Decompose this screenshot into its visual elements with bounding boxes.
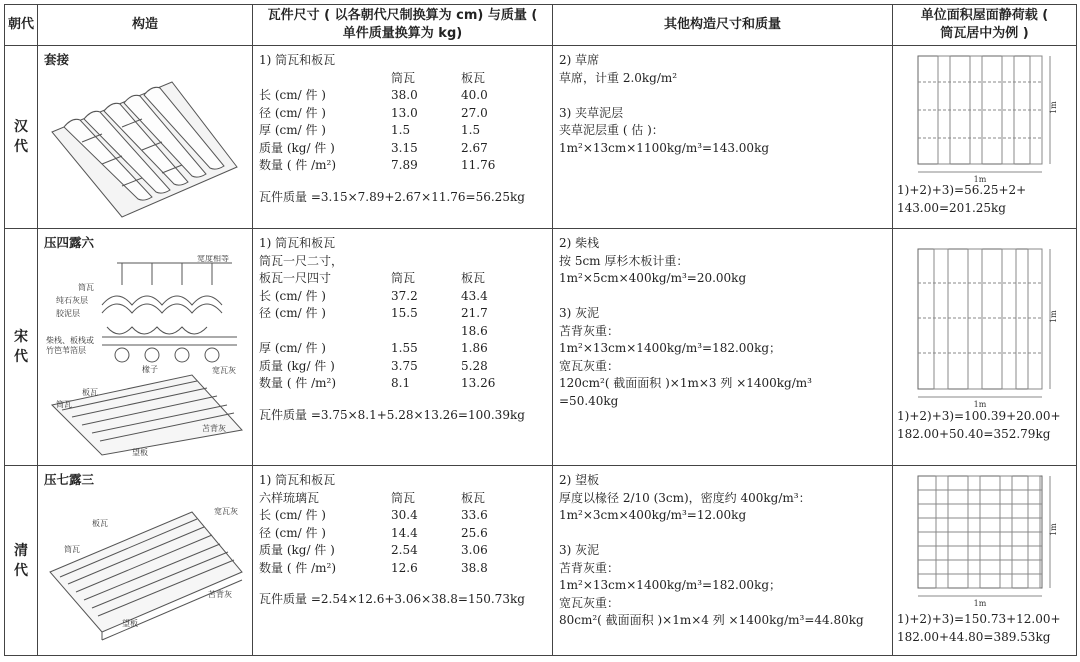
tile-cell bbox=[253, 46, 553, 229]
grid-width-label: 1m bbox=[973, 400, 986, 408]
tile-line: 质量 (kg/ 件 ) 3.75 5.28 bbox=[259, 358, 488, 373]
label-width-equal: 宽度相等 bbox=[197, 255, 229, 263]
label-reed-layer: 竹笆苇箔层 bbox=[46, 346, 86, 355]
header-construction: 构造 bbox=[38, 5, 253, 46]
label-tongwa-2: 筒瓦 bbox=[56, 400, 72, 409]
tile-line: 18.6 bbox=[461, 323, 488, 338]
other-line: 苫背灰重： bbox=[559, 323, 620, 338]
label-banwa: 板瓦 bbox=[92, 519, 108, 528]
load-result: 1)+2)+3)=100.39+20.00+ 182.00+50.40=352.79kg bbox=[897, 409, 1061, 441]
other-line: 1m²×13cm×1400kg/m³=182.00kg； bbox=[559, 341, 782, 355]
construction-cell bbox=[38, 229, 253, 466]
construction-cell bbox=[38, 466, 253, 656]
other-cell bbox=[553, 46, 893, 229]
tile-line: 板瓦一尺四寸 筒瓦 板瓦 bbox=[259, 271, 486, 285]
other-line: 按 5cm 厚杉木板计重： bbox=[559, 253, 689, 268]
dynasty-char: 代 bbox=[14, 139, 28, 155]
tile-line: 长 (cm/ 件 ) 37.2 43.4 bbox=[259, 288, 488, 303]
tile-line: 长 (cm/ 件 ) 38.0 40.0 bbox=[259, 88, 488, 102]
han-roof-sketch bbox=[42, 72, 247, 222]
other-line: 2) 草席 bbox=[559, 53, 600, 67]
grid-height-label: 1m bbox=[1048, 523, 1058, 536]
header-tile: 瓦件尺寸 ( 以各朝代尺制换算为 cm) 与质量 ( 单件质量换算为 kg) bbox=[253, 5, 553, 46]
song-roof-section bbox=[42, 255, 247, 460]
label-tongwa: 筒瓦 bbox=[78, 283, 94, 292]
tile-line: 六样琉璃瓦 筒瓦 板瓦 bbox=[259, 490, 486, 505]
qing-roof-sketch bbox=[42, 492, 247, 642]
label-clay-layer: 胶泥层 bbox=[56, 309, 80, 318]
other-line: 3) 灰泥 bbox=[559, 543, 600, 557]
roof-load-table bbox=[4, 4, 1077, 656]
construction-cell bbox=[38, 46, 253, 229]
other-line: =50.40kg bbox=[559, 393, 619, 408]
tile-total: 瓦件质量 =2.54×12.6+3.06×38.8=150.73kg bbox=[259, 592, 525, 606]
other-line: 1m²×3cm×400kg/m³=12.00kg bbox=[559, 508, 747, 522]
tile-line: 数量 ( 件 /m²) 12.6 38.8 bbox=[259, 560, 488, 575]
other-spec-block bbox=[553, 466, 892, 630]
grid-height-label: 1m bbox=[1048, 310, 1058, 323]
han-tile-grid bbox=[910, 52, 1060, 182]
dynasty-char: 代 bbox=[14, 562, 28, 579]
tile-line: 厚 (cm/ 件 ) 1.55 1.86 bbox=[259, 341, 488, 355]
header-dynasty: 朝代 bbox=[5, 5, 38, 46]
header-row bbox=[5, 5, 1077, 46]
other-cell bbox=[553, 229, 893, 466]
song-tile-grid bbox=[910, 243, 1060, 408]
tile-spec-block bbox=[253, 466, 552, 609]
tile-spec-block bbox=[253, 46, 552, 206]
tile-line: 1) 筒瓦和板瓦 bbox=[259, 53, 336, 67]
tile-spec-block bbox=[253, 229, 552, 424]
dynasty-char: 清 bbox=[14, 542, 28, 559]
construction-title: 套接 bbox=[44, 52, 70, 67]
other-line: 草席，计重 2.0kg/m² bbox=[559, 70, 678, 85]
label-board-layer: 柴栈、板栈或 bbox=[46, 336, 94, 345]
label-banwa: 板瓦 bbox=[82, 388, 98, 397]
header-other: 其他构造尺寸和质量 bbox=[553, 5, 893, 46]
other-line: 1m²×5cm×400kg/m³=20.00kg bbox=[559, 271, 747, 285]
tile-line: 质量 (kg/ 件 ) 3.15 2.67 bbox=[259, 140, 488, 155]
label-tongwa: 筒瓦 bbox=[64, 545, 80, 554]
tile-line: 数量 ( 件 /m²) 8.1 13.26 bbox=[259, 376, 496, 390]
header-load: 单位面积屋面静荷载 ( 筒瓦居中为例 ) bbox=[893, 5, 1077, 46]
load-result: 1)+2)+3)=150.73+12.00+ 182.00+44.80=389.53kg bbox=[897, 612, 1061, 644]
tile-line: 径 (cm/ 件 ) 14.4 25.6 bbox=[259, 525, 488, 540]
other-line: 宽瓦灰重： bbox=[559, 358, 620, 373]
table-row bbox=[5, 466, 1077, 656]
table-row bbox=[5, 229, 1077, 466]
other-line: 2) 柴栈 bbox=[559, 236, 600, 250]
tile-line: 1) 筒瓦和板瓦 bbox=[259, 473, 336, 487]
load-result: 1)+2)+3)=56.25+2+ 143.00=201.25kg bbox=[897, 183, 1027, 215]
table-row bbox=[5, 46, 1077, 229]
dynasty-cell bbox=[5, 46, 38, 229]
load-cell bbox=[893, 229, 1077, 466]
other-line: 1m²×13cm×1100kg/m³=143.00kg bbox=[559, 140, 770, 155]
dynasty-char: 宋 bbox=[14, 329, 28, 345]
tile-cell bbox=[253, 229, 553, 466]
other-line: 80cm²( 截面面积 )×1m×4 列 ×1400kg/m³=44.80kg bbox=[559, 613, 864, 627]
load-cell bbox=[893, 46, 1077, 229]
label-wangban: 望板 bbox=[132, 448, 148, 457]
other-cell bbox=[553, 466, 893, 656]
grid-width-label: 1m bbox=[973, 175, 986, 182]
dynasty-cell bbox=[5, 466, 38, 656]
tile-total: 瓦件质量 =3.15×7.89+2.67×11.76=56.25kg bbox=[259, 189, 525, 204]
dynasty-char: 汉 bbox=[14, 119, 28, 135]
tile-line: 径 (cm/ 件 ) 13.0 27.0 bbox=[259, 105, 488, 120]
tile-line: 筒瓦 板瓦 bbox=[391, 70, 486, 85]
tile-line: 数量 ( 件 /m²) 7.89 11.76 bbox=[259, 158, 496, 172]
label-shanbei-ash: 苫背灰 bbox=[208, 590, 232, 599]
other-line: 1m²×13cm×1400kg/m³=182.00kg； bbox=[559, 578, 782, 592]
label-rafter: 椽子 bbox=[142, 365, 158, 374]
other-line bbox=[559, 288, 886, 306]
other-line: 苫背灰重： bbox=[559, 560, 620, 575]
dynasty-cell bbox=[5, 229, 38, 466]
tile-line: 长 (cm/ 件 ) 30.4 33.6 bbox=[259, 508, 488, 522]
other-line: 厚度以椽径 2/10 (3cm)，密度约 400kg/m³： bbox=[559, 490, 811, 505]
other-spec-block bbox=[553, 46, 892, 157]
tile-line: 筒瓦一尺二寸， bbox=[259, 253, 344, 268]
other-line: 120cm²( 截面面积 )×1m×3 列 ×1400kg/m³ bbox=[559, 376, 812, 390]
other-line: 2) 望板 bbox=[559, 473, 600, 487]
other-line: 夹草泥层重 ( 估 )： bbox=[559, 123, 664, 137]
other-spec-block bbox=[553, 229, 892, 410]
construction-title: 压四露六 bbox=[44, 235, 95, 250]
label-wawa-ash: 宽瓦灰 bbox=[214, 507, 238, 516]
other-line bbox=[559, 87, 886, 105]
other-line: 宽瓦灰重： bbox=[559, 595, 620, 610]
other-line: 3) 灰泥 bbox=[559, 306, 600, 320]
tile-line: 1) 筒瓦和板瓦 bbox=[259, 236, 336, 250]
other-line: 3) 夹草泥层 bbox=[559, 105, 624, 120]
tile-total: 瓦件质量 =3.75×8.1+5.28×13.26=100.39kg bbox=[259, 407, 525, 422]
tile-line: 质量 (kg/ 件 ) 2.54 3.06 bbox=[259, 543, 488, 557]
grid-width-label: 1m bbox=[973, 599, 986, 607]
label-lime-layer: 纯石灰层 bbox=[56, 296, 88, 305]
tile-cell bbox=[253, 466, 553, 656]
other-line bbox=[559, 525, 886, 543]
tile-line: 径 (cm/ 件 ) 15.5 21.7 bbox=[259, 306, 488, 320]
grid-height-label: 1m bbox=[1048, 101, 1058, 114]
label-shanbei-ash: 苫背灰 bbox=[202, 424, 226, 433]
label-wangban: 望板 bbox=[122, 619, 138, 628]
load-cell bbox=[893, 466, 1077, 656]
dynasty-char: 代 bbox=[14, 349, 28, 365]
tile-line: 厚 (cm/ 件 ) 1.5 1.5 bbox=[259, 123, 481, 137]
label-wawa-ash: 宽瓦灰 bbox=[212, 366, 236, 375]
qing-tile-grid bbox=[910, 472, 1060, 607]
construction-title: 压七露三 bbox=[44, 472, 95, 487]
